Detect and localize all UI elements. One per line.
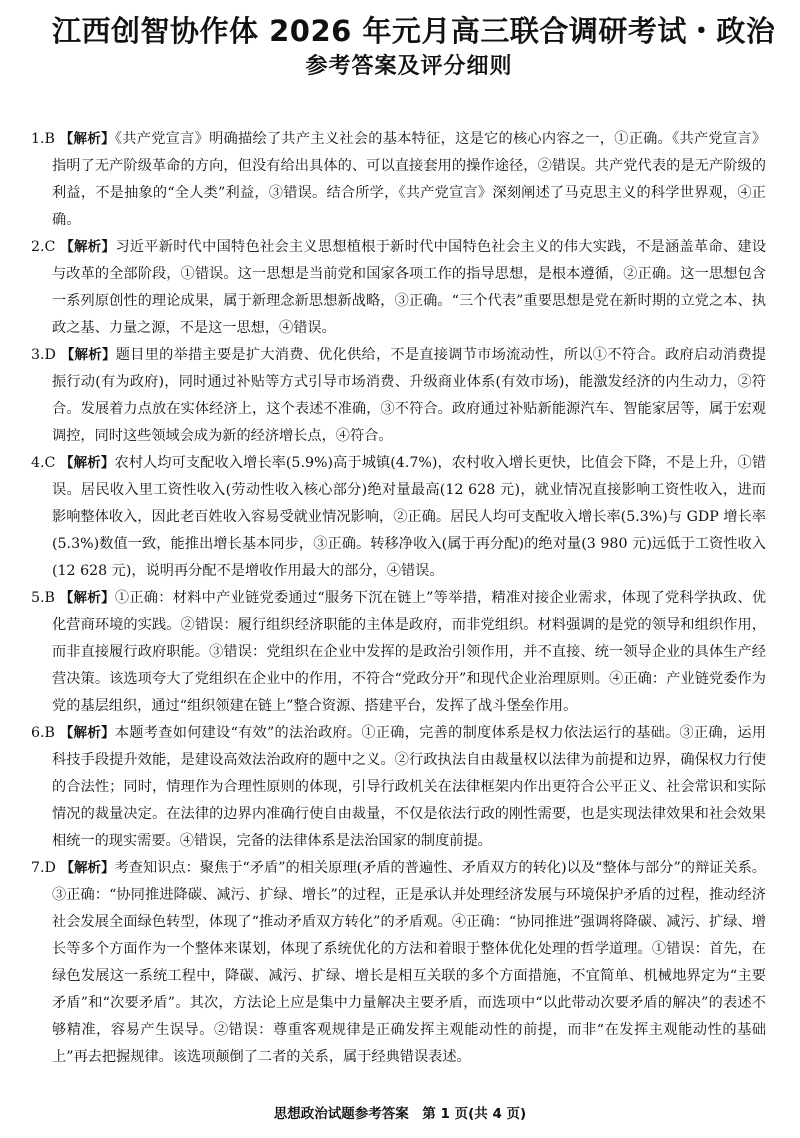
- analysis-tag: 【解析】: [59, 725, 115, 741]
- page-footer: 思想政治试题参考答案 第 1 页(共 4 页): [273, 1106, 527, 1122]
- analysis-tag: 【解析】: [59, 590, 115, 606]
- answer-item-2: [31, 234, 766, 342]
- answer-number: 3.D: [31, 347, 56, 363]
- answer-item-4: [31, 450, 766, 585]
- answer-text: 题目里的举措主要是扩大消费、优化供给，不是直接调节市场流动性，所以①不符合。政府启动消费提振行动(有为政府)，同时通过补贴等方式引导市场消费、升级商业体系(有效市场)，能激发经济的内生动力，②符合。发展着力点放在实体经济上，这个表述不准确，③不符合。政府通过补贴新能源汽车、智能家居等，属于宏观调控，同时这些领域会成为新的经济增长点，④符合。: [52, 347, 766, 444]
- answer-number: 4.C: [31, 455, 56, 471]
- page-subtitle: 参考答案及评分细则: [305, 54, 513, 79]
- answer-text: 考查知识点：聚焦于“矛盾”的相关原理(矛盾的普遍性、矛盾双方的转化)以及“整体与部分”的辩证关系。③正确：“协同推进降碳、减污、扩绿、增长”的过程，正是承认并处理经济发展与环境保护矛盾的过程，推动经济社会发展全面绿色转型，体现了“推动矛盾双方转化”的矛盾观。④正确：“协同推进”强调将降碳、减污、扩绿、增长等多个方面作为一个整体来谋划，体现了系统优化的方法和着眼于整体优化处理的哲学道理。①错误：首先，在绿色发展这一系统工程中，降碳、减污、扩绿、增长是相互关联的多个方面措施，不宜简单、机械地界定为“主要矛盾”和“次要矛盾”。其次，方法论上应是集中力量解决主要矛盾，而选项中“以此带动次要矛盾的解决”的表述不够精准，容易产生误导。②错误：尊重客观规律是正确发挥主观能动性的前提，而非“在发挥主观能动性的基础上”再去把握规律。该选项颠倒了二者的关系，属于经典错误表述。: [52, 860, 766, 1065]
- answer-number: 5.B: [31, 590, 55, 606]
- answer-text: ①正确：材料中产业链党委通过“服务下沉在链上”等举措，精准对接企业需求，体现了党科学执政、优化营商环境的实践。②错误：履行组织经济职能的主体是政府，而非党组织。材料强调的是党的领导和组织作用，而非直接履行政府职能。③错误：党组织在企业中发挥的是政治引领作用，并不直接、统一领导企业的具体生产经营决策。该选项夸大了党组织在企业中的作用，不符合“党政分开”和现代企业治理原则。④正确：产业链党委作为党的基层组织，通过“组织领建在链上”整合资源、搭建平台，发挥了战斗堡垒作用。: [52, 590, 767, 714]
- answer-item-5: [31, 585, 766, 720]
- answer-number: 1.B: [31, 131, 55, 147]
- analysis-tag: 【解析】: [60, 860, 115, 876]
- answer-text: 习近平新时代中国特色社会主义思想植根于新时代中国特色社会主义的伟大实践，不是涵盖革命、建设与改革的全部阶段，①错误。这一思想是当前党和国家各项工作的指导思想，是根本遵循，②正确。这一思想包含一系列原创性的理论成果，属于新理念新思想新战略，③正确。“三个代表”重要思想是党在新时期的立党之本、执政之基、力量之源，不是这一思想，④错误。: [52, 239, 767, 336]
- analysis-tag: 【解析】: [59, 131, 115, 147]
- answer-item-1: [31, 126, 766, 234]
- analysis-tag: 【解析】: [60, 347, 116, 363]
- analysis-tag: 【解析】: [60, 239, 116, 255]
- answer-text: 《共产党宣言》明确描绘了共产主义社会的基本特征，这是它的核心内容之一，①正确。《共产党宣言》指明了无产阶级革命的方向，但没有给出具体的、可以直接套用的操作途径，②错误。共产党代表的是无产阶级的利益，不是抽象的“全人类”利益，③错误。结合所学，《共产党宣言》深刻阐述了马克思主义的科学世界观，④正确。: [52, 131, 767, 228]
- answer-number: 7.D: [31, 860, 56, 876]
- analysis-tag: 【解析】: [60, 455, 115, 471]
- answer-text: 本题考查如何建设“有效”的法治政府。①正确，完善的制度体系是权力依法运行的基础。③正确，运用科技手段提升效能，是建设高效法治政府的题中之义。②行政执法自由裁量权以法律为前提和边界，确保权力行使的合法性；同时，情理作为合理性原则的体现，引导行政机关在法律框架内作出更符合公平正义、社会常识和实际情况的裁量决定。在法律的边界内准确行使自由裁量，不仅是依法行政的刚性需要，也是实现法律效果和社会效果相统一的现实需要。④错误，完备的法律体系是法治国家的制度前提。: [52, 725, 767, 849]
- answer-list: [31, 126, 767, 1071]
- answer-text: 农村人均可支配收入增长率(5.9%)高于城镇(4.7%)，农村收入增长更快，比值会下降，不是上升，①错误。居民收入里工资性收入(劳动性收入核心部分)绝对量最高(12 628 元)，就业情况直接影响工资性收入，进而影响整体收入，因此老百姓收入容易受就业情况影响，②正确。居民人均可支配收入增长率(5.3%)与 GDP 增长率(5.3%)数值一致，能推出增长基本同步，③正确。转移净收入(属于再分配)的绝对量(3 980 元)远低于工资性收入(12 628 元)，说明再分配不是增收作用最大的部分，④错误。: [52, 455, 767, 579]
- answer-item-3: [31, 342, 766, 450]
- answer-number: 6.B: [31, 725, 55, 741]
- page-title: 江西创智协作体 2026 年元月高三联合调研考试・政治: [52, 14, 776, 48]
- answer-item-6: [31, 720, 766, 855]
- answer-number: 2.C: [31, 239, 56, 255]
- answer-item-7: [31, 855, 766, 1071]
